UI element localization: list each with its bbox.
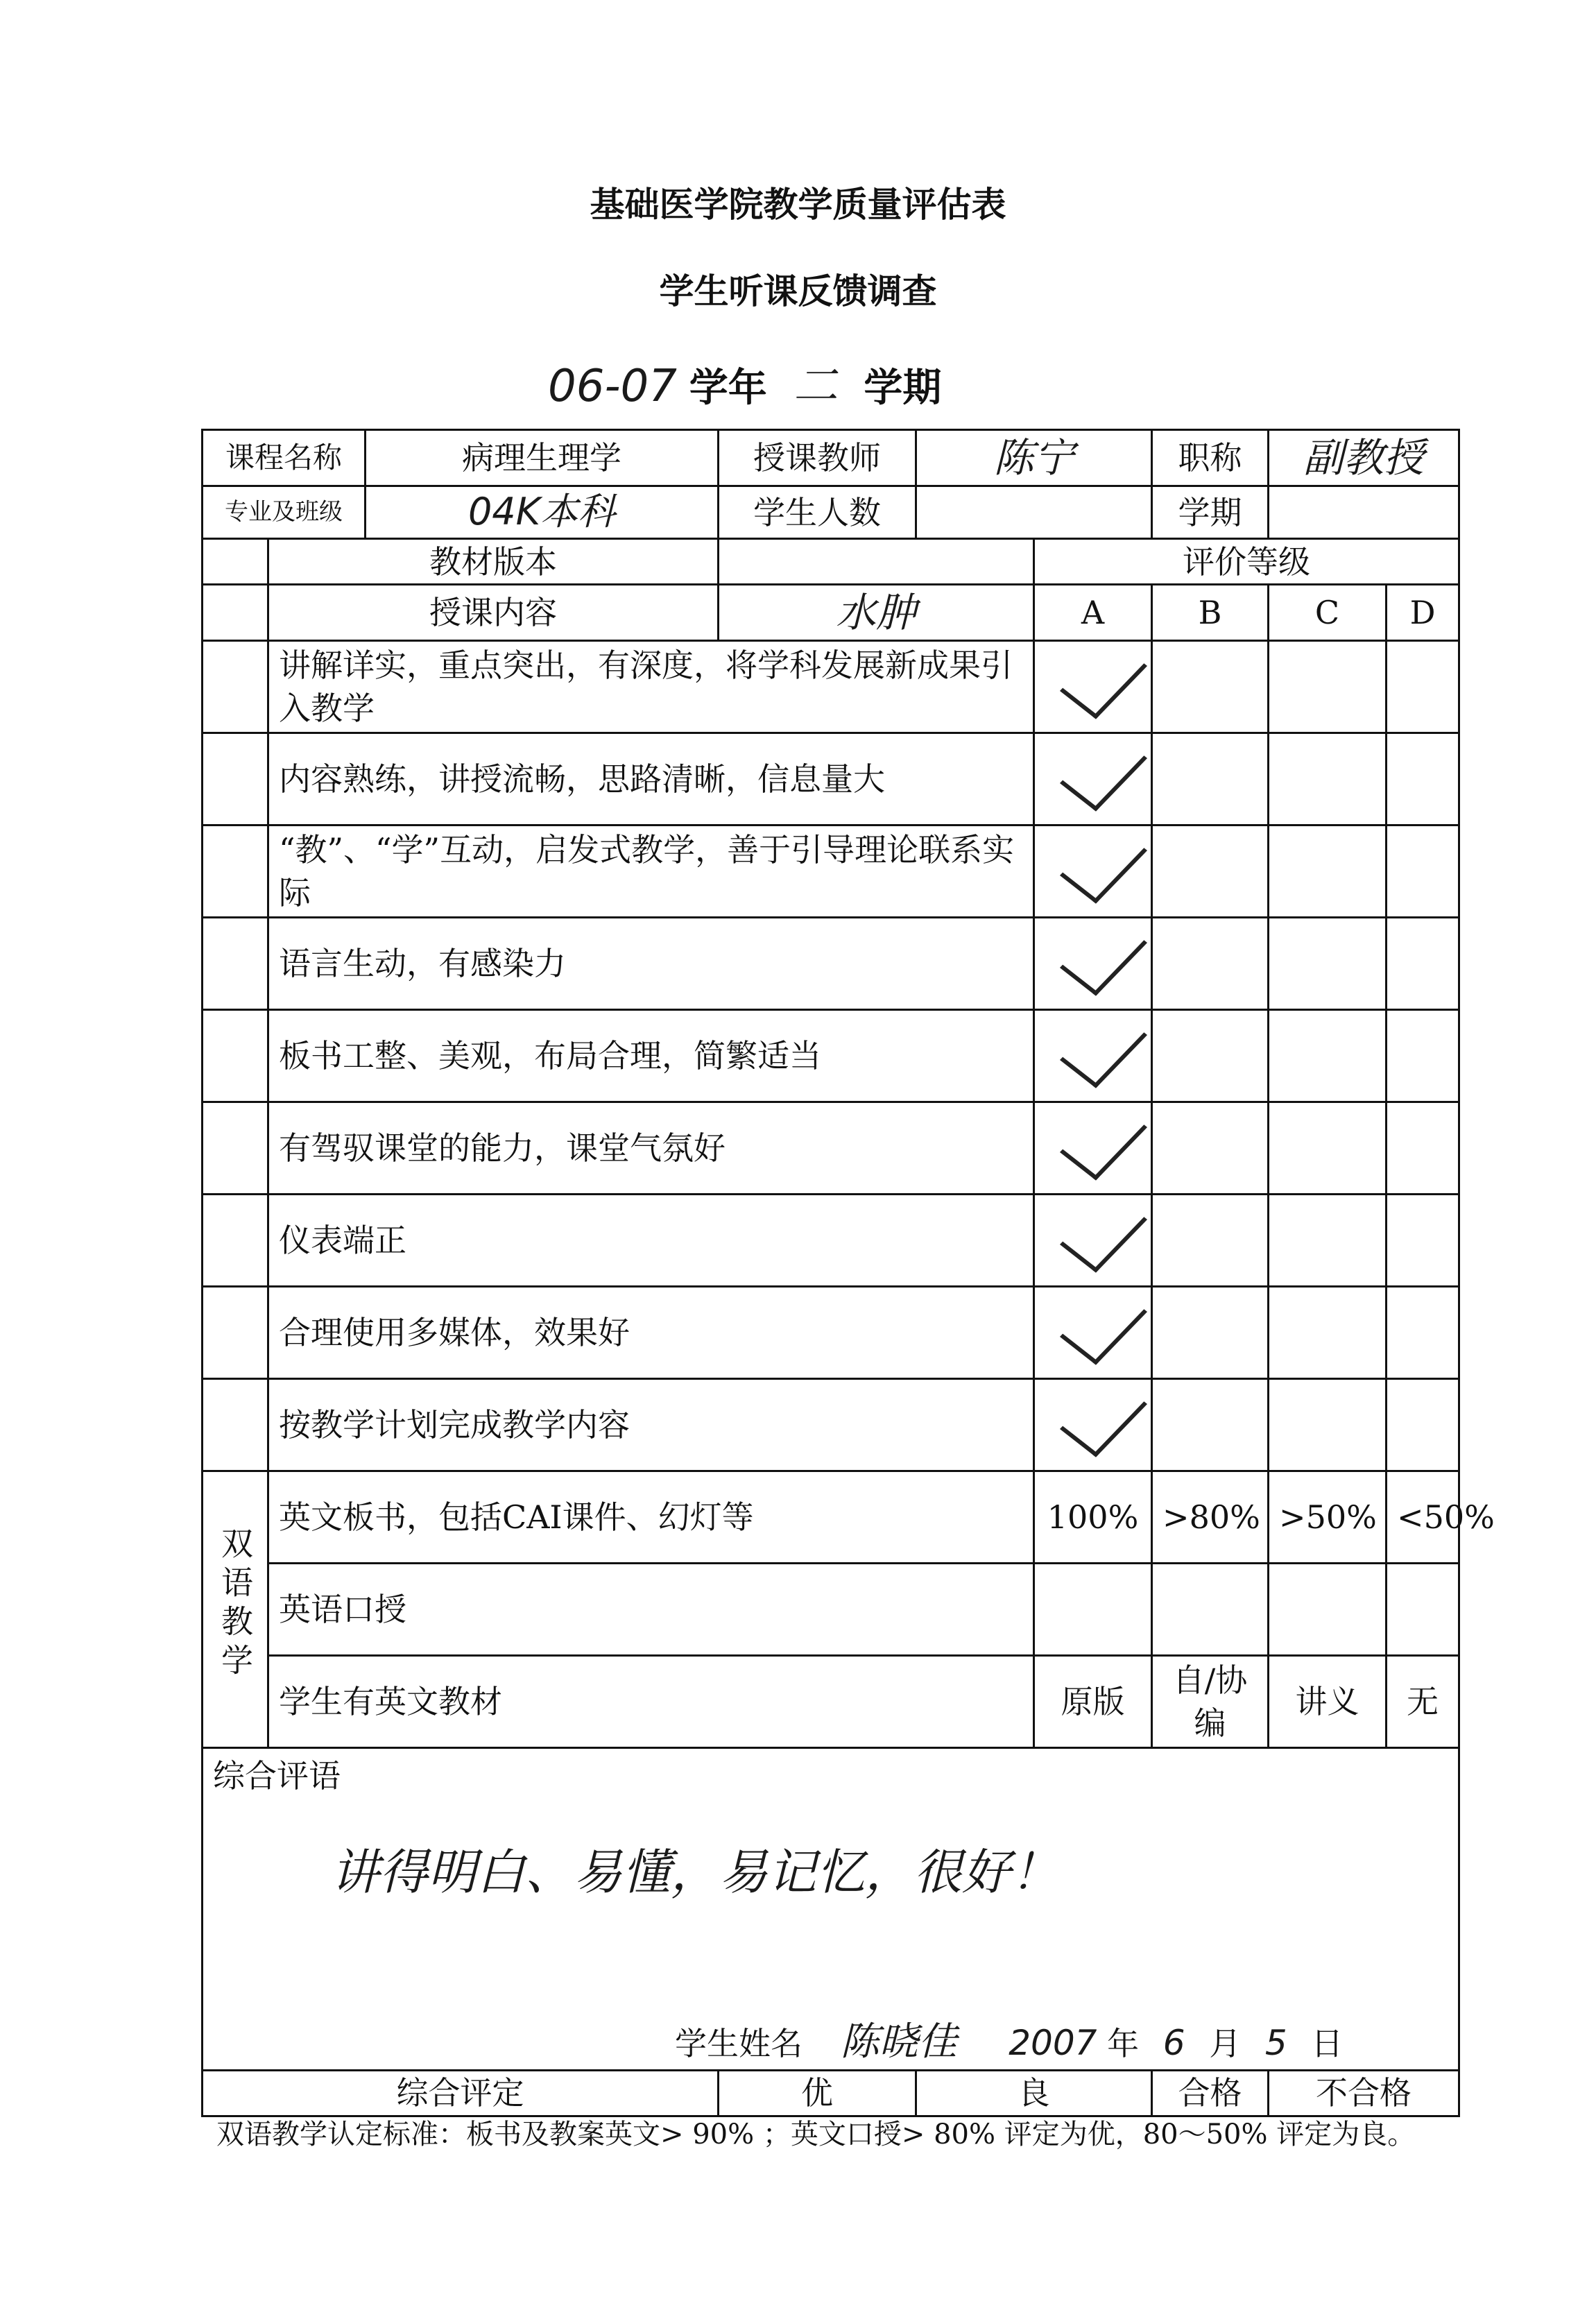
grade-d-cell[interactable] [1387,825,1459,918]
grade-d-cell[interactable] [1387,1102,1459,1195]
class-label: 专业及班级 [203,486,366,539]
bilingual-option[interactable] [1152,1564,1269,1656]
criterion-text: 仪表端正 [268,1195,1034,1287]
grade-b-cell[interactable] [1152,1010,1269,1102]
grade-a-header: A [1034,585,1152,641]
grade-b-cell[interactable] [1152,1102,1269,1195]
overall-option-pass[interactable]: 合格 [1152,2071,1269,2116]
bilingual-group-label: 双语教学 [203,1471,268,1748]
edition-row [203,539,1459,585]
criterion-row [203,1102,1459,1195]
comment-cell [203,1748,1459,2071]
overall-option-good[interactable]: 良 [916,2071,1152,2116]
grade-d-cell[interactable] [1387,1195,1459,1287]
checkmark-icon [1059,1099,1147,1180]
criterion-text: 内容熟练，讲授流畅，思路清晰，信息量大 [268,733,1034,825]
checkmark-icon [1059,730,1147,811]
rank-label: 职称 [1152,430,1269,486]
overall-option-fail[interactable]: 不合格 [1269,2071,1459,2116]
grade-b-cell[interactable] [1152,1287,1269,1379]
semester-label: 学期 [864,365,942,411]
criterion-text: 有驾驭课堂的能力，课堂气氛好 [268,1102,1034,1195]
criterion-text: 板书工整、美观，布局合理，简繁适当 [268,1010,1034,1102]
criterion-text: “教”、“学”互动，启发式教学，善于引导理论联系实际 [268,825,1034,918]
bilingual-item-text: 英文板书，包括CAI课件、幻灯等 [268,1471,1034,1564]
grade-a-cell[interactable] [1034,733,1152,825]
date-year[interactable]: 2007 [1009,2023,1097,2064]
grade-b-cell[interactable] [1152,1379,1269,1471]
date-day[interactable]: 5 [1264,2023,1287,2064]
criterion-row [203,733,1459,825]
bilingual-row [203,1656,1459,1748]
criterion-row [203,641,1459,733]
year-label: 年 [1107,2025,1140,2063]
grade-c-cell[interactable] [1269,918,1387,1010]
comment-text[interactable]: 讲得明白、易懂，易记忆，很好！ [331,1843,1059,1901]
bilingual-option[interactable]: 讲义 [1269,1656,1387,1748]
grade-a-cell[interactable] [1034,1287,1152,1379]
school-year-line [548,350,941,414]
students-label: 学生人数 [719,486,916,539]
student-name-value[interactable]: 陈晓佳 [840,2019,957,2065]
bilingual-item-text: 英语口授 [268,1564,1034,1656]
grade-b-cell[interactable] [1152,733,1269,825]
bilingual-option[interactable]: <50% [1387,1471,1459,1564]
term-value [1269,486,1459,539]
grade-c-cell[interactable] [1269,825,1387,918]
comment-row [203,1748,1459,2071]
school-year-label: 学年 [689,365,767,411]
checkmark-icon [1059,1191,1147,1272]
grade-c-cell[interactable] [1269,1010,1387,1102]
bilingual-option[interactable]: 无 [1387,1656,1459,1748]
bilingual-standard-note: 双语教学认定标准：板书及教案英文> 90% ；英文口授> 80% 评定为优，80～50% 评定为良。 [216,2119,1416,2150]
teacher-label: 授课教师 [719,430,916,486]
grade-a-cell[interactable] [1034,1010,1152,1102]
rating-header: 评价等级 [1034,539,1459,585]
edition-label: 教材版本 [268,539,719,585]
class-value: 04K本科 [366,486,719,539]
grade-b-cell[interactable] [1152,825,1269,918]
grade-c-cell[interactable] [1269,1287,1387,1379]
criterion-row [203,1379,1459,1471]
bilingual-option[interactable]: >80% [1152,1471,1269,1564]
criterion-text: 讲解详实，重点突出，有深度，将学科发展新成果引入教学 [268,641,1034,733]
grade-d-cell[interactable] [1387,733,1459,825]
day-label: 日 [1311,2025,1344,2063]
students-value [916,486,1152,539]
bilingual-option[interactable]: 100% [1034,1471,1152,1564]
course-value: 病理生理学 [366,430,719,486]
grade-a-cell[interactable] [1034,1379,1152,1471]
criterion-text: 合理使用多媒体，效果好 [268,1287,1034,1379]
bilingual-option[interactable]: 自/协编 [1152,1656,1269,1748]
grade-a-cell[interactable] [1034,1102,1152,1195]
grade-c-header: C [1269,585,1387,641]
grade-d-cell[interactable] [1387,1010,1459,1102]
content-label: 授课内容 [268,585,719,641]
grade-c-cell[interactable] [1269,641,1387,733]
term-label: 学期 [1152,486,1269,539]
checkmark-icon [1059,638,1147,719]
edition-value [719,539,1034,585]
overall-row [203,2071,1459,2116]
student-name-label: 学生姓名 [675,2025,803,2063]
overall-option-excellent[interactable]: 优 [719,2071,916,2116]
bilingual-item-text: 学生有英文教材 [268,1656,1034,1748]
form-subtitle: 学生听课反馈调查 [659,271,937,311]
checkmark-icon [1059,914,1147,995]
criterion-text: 按教学计划完成教学内容 [268,1379,1034,1471]
grade-d-cell[interactable] [1387,641,1459,733]
info-row-1 [203,430,1459,486]
date-month[interactable]: 6 [1162,2023,1185,2064]
info-row-2 [203,486,1459,539]
grade-b-cell[interactable] [1152,1195,1269,1287]
overall-label: 综合评定 [203,2071,719,2116]
bilingual-row [203,1564,1459,1656]
rank-value: 副教授 [1269,430,1459,486]
criterion-row [203,825,1459,918]
grade-d-cell[interactable] [1387,1379,1459,1471]
grade-b-cell[interactable] [1152,918,1269,1010]
bilingual-row [203,1471,1459,1564]
comment-label: 综合评语 [213,1757,341,1795]
semester-value: 二 [793,361,838,412]
bilingual-option[interactable] [1387,1564,1459,1656]
criterion-row [203,1195,1459,1287]
grade-a-cell[interactable] [1034,1195,1152,1287]
grade-c-cell[interactable] [1269,1102,1387,1195]
checkmark-icon [1059,1007,1147,1088]
checkmark-icon [1059,1283,1147,1364]
grade-c-cell[interactable] [1269,1195,1387,1287]
content-row [203,585,1459,641]
grade-c-cell[interactable] [1269,1379,1387,1471]
grade-d-header: D [1387,585,1459,641]
bilingual-option[interactable]: >50% [1269,1471,1387,1564]
bilingual-option[interactable] [1269,1564,1387,1656]
criterion-row [203,1010,1459,1102]
grade-b-header: B [1152,585,1269,641]
grade-d-cell[interactable] [1387,1287,1459,1379]
signature-line [675,2016,1343,2069]
evaluation-table [201,429,1495,2117]
content-value: 水肿 [719,585,1034,641]
grade-a-cell[interactable] [1034,825,1152,918]
teacher-value: 陈宁 [916,430,1152,486]
grade-c-cell[interactable] [1269,733,1387,825]
grade-a-cell[interactable] [1034,641,1152,733]
bilingual-option[interactable]: 原版 [1034,1656,1152,1748]
form-title: 基础医学院教学质量评估表 [590,184,1006,225]
criterion-row [203,1287,1459,1379]
checkmark-icon [1059,822,1147,903]
criterion-row [203,918,1459,1010]
course-label: 课程名称 [203,430,366,486]
criterion-text: 语言生动，有感染力 [268,918,1034,1010]
school-year-value: 06-07 [548,361,677,412]
checkmark-icon [1059,1376,1147,1457]
bilingual-option[interactable] [1034,1564,1152,1656]
grade-d-cell[interactable] [1387,918,1459,1010]
month-label: 月 [1209,2025,1242,2063]
grade-a-cell[interactable] [1034,918,1152,1010]
grade-b-cell[interactable] [1152,641,1269,733]
